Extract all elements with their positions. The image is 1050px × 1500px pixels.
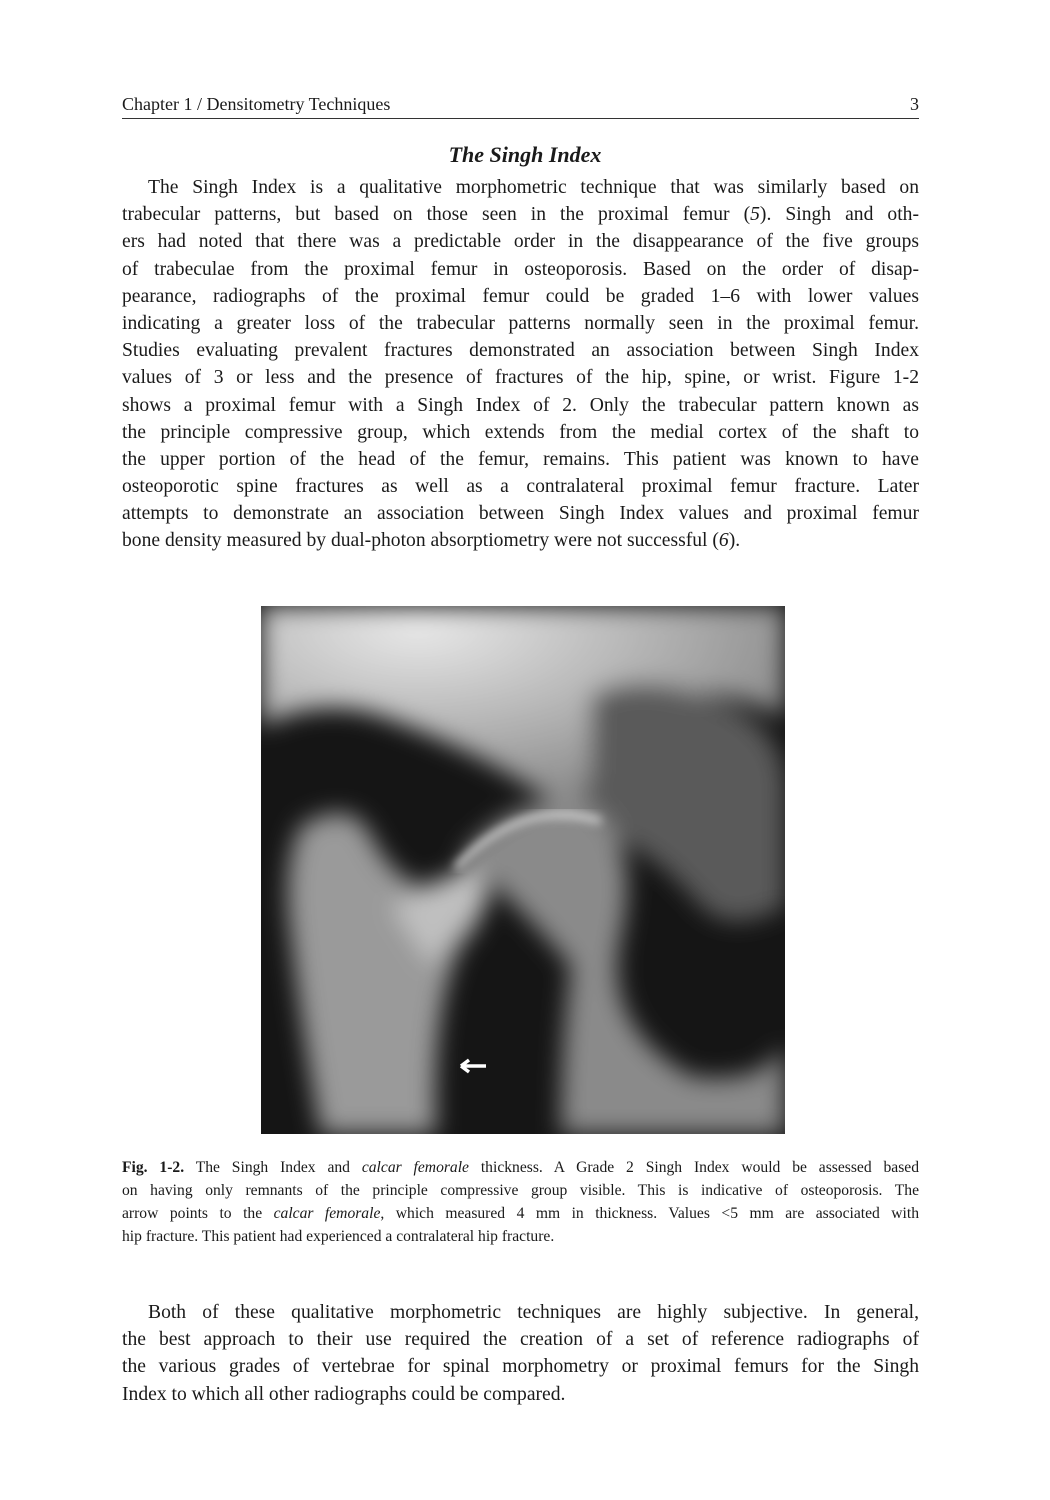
text-line: pearance, radiographs of the proximal femur could be graded 1–6 with lower values <box>122 285 919 307</box>
text-line: The Singh Index is a qualitative morphometric technique that was similarly based on <box>148 177 919 198</box>
radiograph-figure <box>261 606 785 1134</box>
caption-line: Fig. 1-2. The Singh Index and calcar femorale thickness. A Grade 2 Singh Index would be assessed based <box>122 1159 919 1176</box>
text-line: Both of these qualitative morphometric techniques are highly subjective. In general, <box>148 1302 919 1323</box>
text-line: shows a proximal femur with a Singh Index of 2. Only the trabecular pattern known as <box>122 394 919 416</box>
text-line: the upper portion of the head of the femur, remains. This patient was known to have <box>122 448 919 470</box>
text-line: the principle compressive group, which extends from the medial cortex of the shaft to <box>122 421 919 443</box>
text-line: ers had noted that there was a predictable order in the disappearance of the five groups <box>122 231 919 253</box>
figure-caption <box>122 1156 919 1248</box>
text-line: indicating a greater loss of the trabecular patterns normally seen in the proximal femur. <box>122 312 919 334</box>
text-line: attempts to demonstrate an association between Singh Index values and proximal femur <box>122 503 919 525</box>
caption-line: arrow points to the calcar femorale, which measured 4 mm in thickness. Values <5 mm are associated with <box>122 1205 920 1222</box>
section-title: The Singh Index <box>448 142 602 167</box>
text-line: of trabeculae from the proximal femur in osteoporosis. Based on the order of disap- <box>122 258 919 280</box>
paragraph-2 <box>122 1299 919 1408</box>
page-number: 3 <box>910 94 919 114</box>
caption-line: hip fracture. This patient had experienced a contralateral hip fracture. <box>122 1228 555 1245</box>
text-line: the best approach to their use required the creation of a set of reference radiographs of <box>122 1329 919 1351</box>
figure-label: Fig. 1-2. <box>122 1159 185 1176</box>
text-line: trabecular patterns, but based on those seen in the proximal femur (5). Singh and oth- <box>122 204 919 226</box>
hip-radiograph-image <box>261 606 785 1134</box>
chapter-title: Chapter 1 / Densitometry Techniques <box>122 94 391 114</box>
running-header <box>122 94 919 119</box>
text-line: values of 3 or less and the presence of fractures of the hip, spine, or wrist. Figure 1-2 <box>122 367 919 389</box>
caption-line: on having only remnants of the principle compressive group visible. This is indicative of osteoporosis. The <box>122 1182 919 1199</box>
text-line: Studies evaluating prevalent fractures demonstrated an association between Singh Index <box>122 340 919 362</box>
text-line: Index to which all other radiographs could be compared. <box>122 1383 566 1405</box>
text-line: the various grades of vertebrae for spinal morphometry or proximal femurs for the Singh <box>122 1356 919 1378</box>
paragraph-1 <box>122 174 919 555</box>
text-line: bone density measured by dual-photon absorptiometry were not successful (6). <box>122 530 741 552</box>
text-line: osteoporotic spine fractures as well as a contralateral proximal femur fracture. Later <box>122 476 919 498</box>
